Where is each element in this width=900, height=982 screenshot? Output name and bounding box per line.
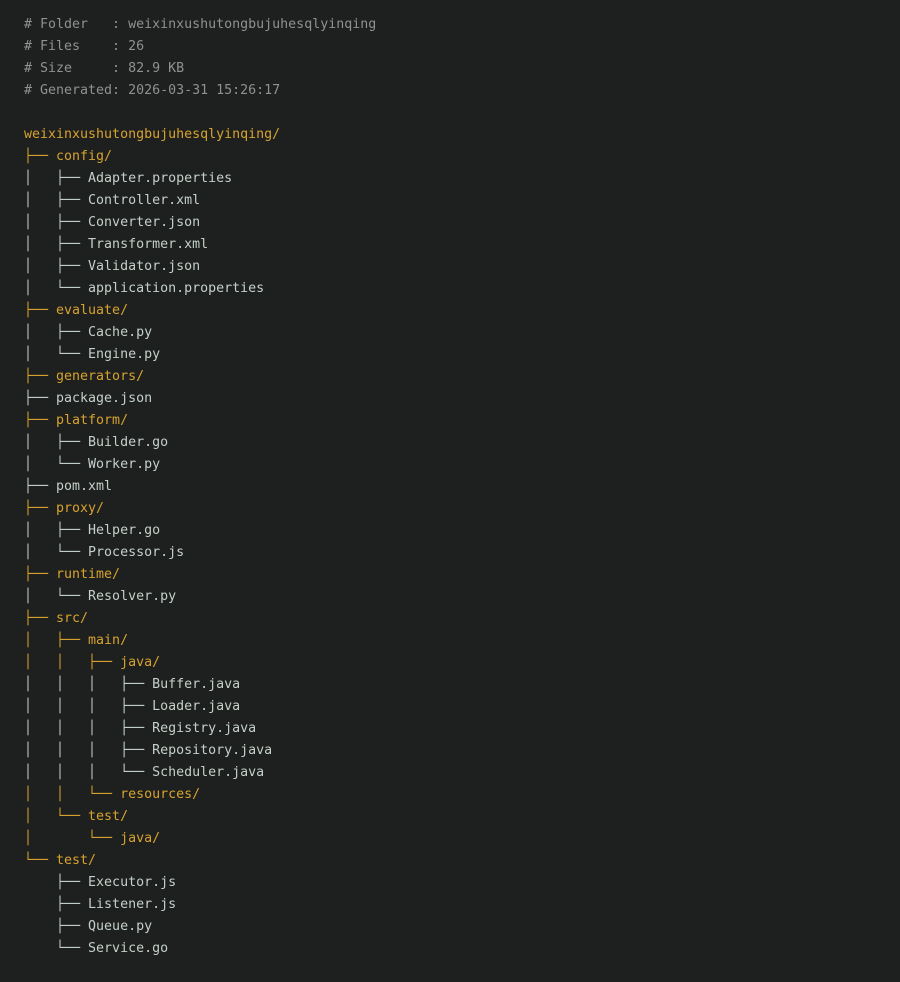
tree-line-file: ├── Queue.py <box>24 919 153 934</box>
tree-line-file: │ ├── Cache.py <box>24 325 153 340</box>
tree-line-file: │ └── Worker.py <box>24 457 161 472</box>
tree-line-directory: └── test/ <box>24 853 97 868</box>
tree-line-file: │ ├── Transformer.xml <box>24 237 209 252</box>
tree-line-directory: │ ├── main/ <box>24 633 129 648</box>
tree-line-file: ├── pom.xml <box>24 479 113 494</box>
tree-line-file: │ ├── Controller.xml <box>24 193 201 208</box>
file-tree <box>24 124 888 960</box>
tree-line-directory: ├── evaluate/ <box>24 303 129 318</box>
tree-line-file: │ ├── Builder.go <box>24 435 169 450</box>
tree-line-file: │ │ │ ├── Registry.java <box>24 721 257 736</box>
header-comment-line: # Size : 82.9 KB <box>24 61 185 76</box>
tree-line-file: │ │ │ ├── Buffer.java <box>24 677 241 692</box>
tree-line-file: │ └── application.properties <box>24 281 265 296</box>
blank-line <box>24 102 888 124</box>
tree-line-directory: │ │ ├── java/ <box>24 655 161 670</box>
tree-line-directory: │ └── java/ <box>24 831 161 846</box>
tree-line-file: │ ├── Helper.go <box>24 523 161 538</box>
tree-line-directory: ├── config/ <box>24 149 113 164</box>
tree-line-directory: ├── generators/ <box>24 369 145 384</box>
tree-line-file: │ ├── Adapter.properties <box>24 171 233 186</box>
tree-line-file: │ │ │ ├── Repository.java <box>24 743 273 758</box>
tree-line-file: │ ├── Converter.json <box>24 215 201 230</box>
tree-line-directory: ├── proxy/ <box>24 501 105 516</box>
header-comment-line: # Files : 26 <box>24 39 145 54</box>
tree-line-directory: │ └── test/ <box>24 809 129 824</box>
tree-line-file: │ └── Processor.js <box>24 545 185 560</box>
header-comment-line: # Generated: 2026-03-31 15:26:17 <box>24 83 281 98</box>
tree-line-directory: ├── platform/ <box>24 413 129 428</box>
tree-line-directory: ├── src/ <box>24 611 89 626</box>
tree-line-file: │ │ │ └── Scheduler.java <box>24 765 265 780</box>
tree-line-file: ├── package.json <box>24 391 153 406</box>
tree-line-directory: │ │ └── resources/ <box>24 787 201 802</box>
tree-line-file: ├── Listener.js <box>24 897 177 912</box>
tree-line-file: │ ├── Validator.json <box>24 259 201 274</box>
header-comment-line: # Folder : weixinxushutongbujuhesqlyinqing <box>24 17 377 32</box>
header-comments <box>24 14 888 102</box>
tree-line-file: │ └── Resolver.py <box>24 589 177 604</box>
tree-line-directory: ├── runtime/ <box>24 567 121 582</box>
tree-line-file: │ │ │ ├── Loader.java <box>24 699 241 714</box>
tree-line-file: └── Service.go <box>24 941 169 956</box>
tree-line-file: │ └── Engine.py <box>24 347 161 362</box>
tree-line-directory: weixinxushutongbujuhesqlyinqing/ <box>24 127 281 142</box>
tree-line-file: ├── Executor.js <box>24 875 177 890</box>
